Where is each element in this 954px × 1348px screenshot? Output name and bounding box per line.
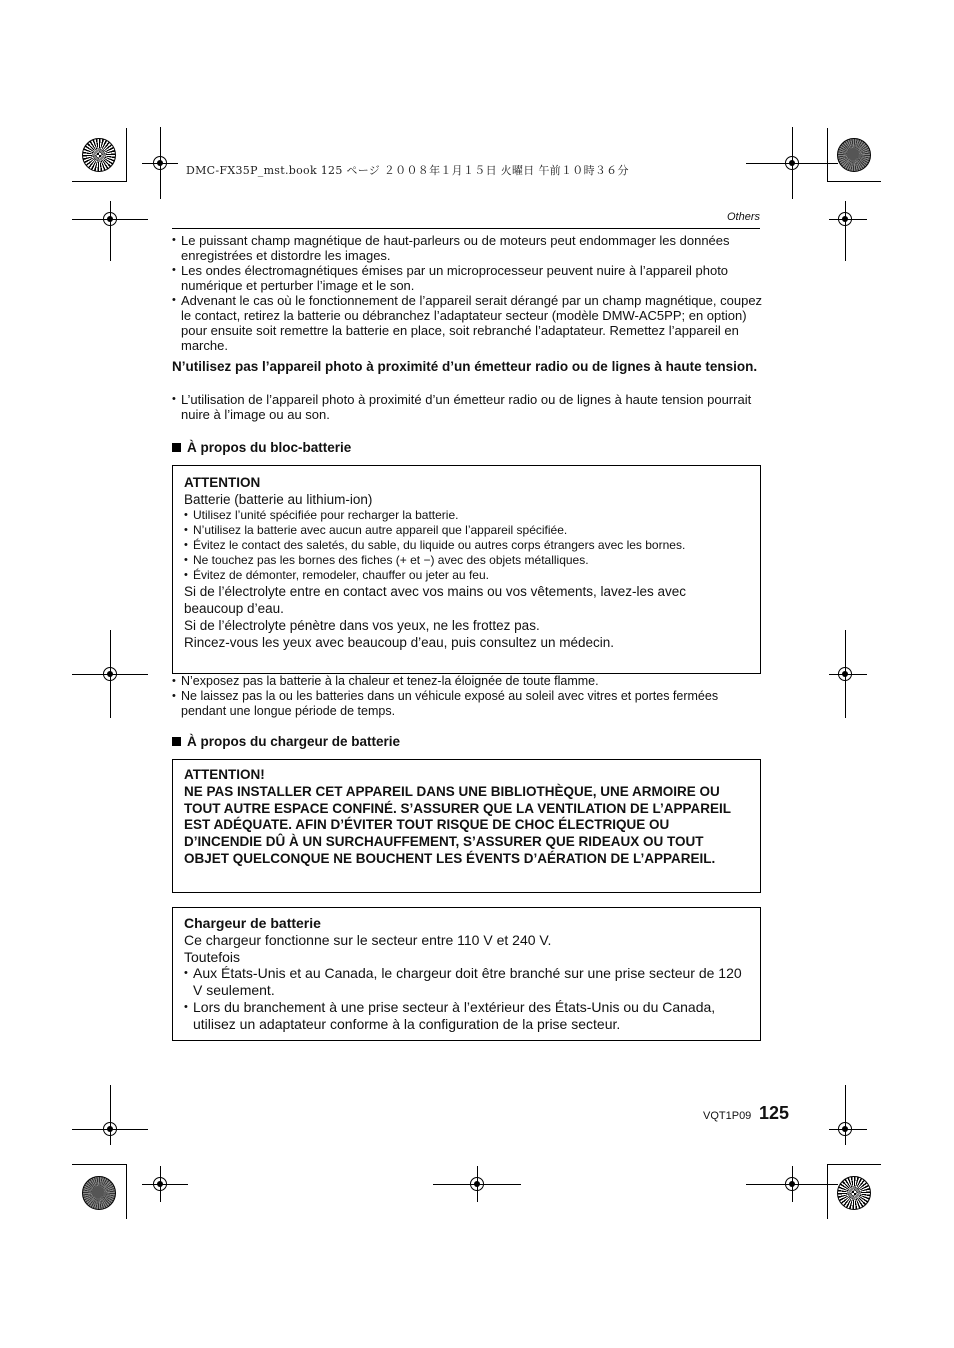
battery-box-paragraph: Si de l’électrolyte entre en contact avec vos mains ou vos vêtements, lavez-les avec beaucoup d’eau. bbox=[184, 584, 686, 616]
square-bullet-icon bbox=[172, 443, 181, 452]
square-bullet-icon bbox=[172, 737, 181, 746]
charger-section-heading bbox=[172, 734, 400, 749]
intro-bullets bbox=[172, 233, 764, 353]
charger-caution-box bbox=[172, 759, 761, 893]
charger-info-bullets bbox=[184, 965, 748, 1032]
list-item: • Le puissant champ magnétique de haut-parleurs ou de moteurs peut endommager les données enregistrées et distordre les images. bbox=[172, 233, 764, 263]
list-item: • Ne touchez pas les bornes des fiches (+ et −) avec des objets métalliques. bbox=[184, 553, 748, 568]
list-item: • Utilisez l’unité spécifiée pour recharger la batterie. bbox=[184, 508, 748, 523]
caution-box-text: NE PAS INSTALLER CET APPAREIL DANS UNE BIBLIOTHÈQUE, UNE ARMOIRE OU TOUT AUTRE ESPACE CONFINÉ. S’ASSURER QUE LA VENTILATION DE L’APPAREIL EST ADÉQUATE. AFIN D’ÉVITER TOUT RISQUE DE CHOC ÉLECTRIQUE OU D’INCENDIE DÛ À UN SURCHAUFFEMENT, S’ASSURER QUE RIDEAUX OU TOUT OBJET QUELCONQUE NE BOUCHENT LES ÉVENTS D’AÉRATION DE L’APPAREIL. bbox=[184, 783, 731, 866]
color-wheel-mark-bottom-right bbox=[837, 1176, 871, 1210]
list-item: • Les ondes électromagnétiques émises par un microprocesseur peuvent nuire à l’appareil photo numérique et perturber l’image et le son. bbox=[172, 263, 764, 293]
charger-info-line: Ce chargeur fonctionne sur le secteur entre 110 V et 240 V. bbox=[184, 931, 552, 948]
book-header-line: DMC-FX35P_mst.book 125 ページ ２００８年１月１５日 火曜日 午前１０時３６分 bbox=[186, 164, 629, 177]
battery-box-paragraph: Rincez-vous les yeux avec beaucoup d’eau, puis consultez un médecin. bbox=[184, 635, 615, 650]
list-item: • Évitez de démonter, remodeler, chauffer ou jeter au feu. bbox=[184, 568, 748, 583]
battery-attention-box bbox=[172, 465, 761, 674]
color-wheel-mark-top-left bbox=[82, 138, 116, 172]
list-item: • N’utilisez la batterie avec aucun autre appareil que l’appareil spécifiée. bbox=[184, 523, 748, 538]
page-number: 125 bbox=[759, 1103, 790, 1123]
battery-section-heading bbox=[172, 440, 351, 455]
list-item: • Advenant le cas où le fonctionnement de l’appareil serait dérangé par un champ magnétique, coupez le contact, retirez la batterie ou débranchez l’adaptateur secteur (modèle DMW-AC5PP; en option) pour ensuite soit remettre la batterie en place, soit rebranché l’adaptateur. Remettez l’appareil en marche. bbox=[172, 293, 764, 353]
caution-box-title: ATTENTION! bbox=[184, 767, 265, 782]
list-item: • Lors du branchement à une prise secteur à l’extérieur des États-Unis ou du Canada, utilisez un adaptateur conforme à la configuration de la prise secteur. bbox=[184, 999, 748, 1033]
charger-info-title: Chargeur de batterie bbox=[184, 915, 321, 931]
radio-warning-bullets bbox=[172, 392, 764, 422]
battery-box-title: ATTENTION bbox=[184, 475, 261, 490]
color-wheel-mark-top-right bbox=[837, 138, 871, 172]
battery-heading-text: À propos du bloc-batterie bbox=[187, 440, 352, 455]
battery-box-bullets bbox=[184, 508, 748, 583]
list-item: • Ne laissez pas la ou les batteries dans un véhicule exposé au soleil avec vitres et portes fermées pendant une longue période de temps. bbox=[172, 689, 764, 719]
document-code: VQT1P09 bbox=[703, 1110, 752, 1122]
charger-info-line: Toutefois bbox=[184, 948, 241, 965]
radio-warning-title: N’utilisez pas l’appareil photo à proximité d’un émetteur radio ou de lignes à haute tension. bbox=[172, 359, 758, 374]
charger-heading-text: À propos du chargeur de batterie bbox=[187, 734, 401, 749]
battery-box-paragraph: Si de l’électrolyte pénètre dans vos yeux, ne les frottez pas. bbox=[184, 618, 540, 633]
battery-box-subtitle: Batterie (batterie au lithium-ion) bbox=[184, 492, 373, 507]
battery-after-bullets bbox=[172, 674, 764, 719]
charger-info-box bbox=[172, 907, 761, 1041]
list-item: • N’exposez pas la batterie à la chaleur et tenez-la éloignée de toute flamme. bbox=[172, 674, 764, 689]
header-rule bbox=[172, 228, 760, 229]
color-wheel-mark-bottom-left bbox=[82, 1176, 116, 1210]
list-item: • Aux États-Unis et au Canada, le chargeur doit être branché sur une prise secteur de 120 V seulement. bbox=[184, 965, 748, 999]
section-label: Others bbox=[726, 211, 760, 223]
list-item: • L’utilisation de l’appareil photo à proximité d’un émetteur radio ou de lignes à haute tension pourrait nuire à l’image ou au son. bbox=[172, 392, 764, 422]
list-item: • Évitez le contact des saletés, du sable, du liquide ou autres corps étrangers avec les bornes. bbox=[184, 538, 748, 553]
